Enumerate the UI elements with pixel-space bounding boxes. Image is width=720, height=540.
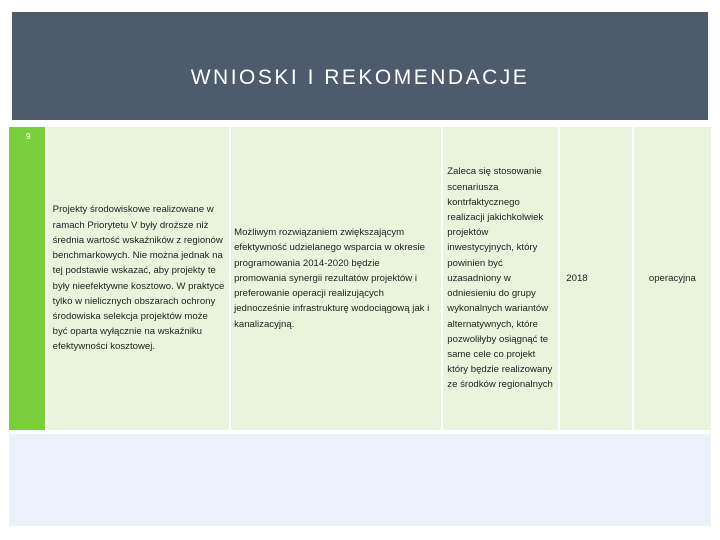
year-text: 2018 bbox=[566, 272, 588, 284]
finding-cell bbox=[47, 127, 229, 430]
conclusion-cell bbox=[231, 127, 441, 430]
type-text: operacyjna bbox=[648, 272, 696, 284]
row-number: 9 bbox=[26, 132, 31, 141]
finding-text: Projekty środowiskowe realizowane w ramach Priorytetu V były droższe niż średnia wartość wskaźników z regionów benchmarkowych. Nie można jednak na tej podstawie wskazać, aby projekty te były nieefektywne kosztowo. W praktyce tylko w nielicznych obszarach ochrony środowiska selekcja projektów może być oparta wyłącznie na wskaźniku efektywności kosztowej. bbox=[52, 204, 225, 353]
type-cell bbox=[634, 127, 711, 430]
year-cell bbox=[560, 127, 631, 430]
recommendations-table bbox=[9, 127, 711, 432]
recommendation-text: Zaleca się stosowanie scenariusza kontrfaktycznego realizacji jakichkolwiek projektów inwestycyjnych, który powinien być uzasadniony w odniesieniu do grupy wykonalnych wariantów alternatywnych, które pozwoliłyby osiągnąć te same cele co projekt który będzie realizowany ze środków regionalnych bbox=[447, 166, 553, 391]
slide-header bbox=[12, 12, 708, 120]
conclusion-text: Możliwym rozwiązaniem zwiększającym efektywność udzielanego wsparcia w okresie programowania 2014-2020 będzie promowania synergii rezultatów projektów i preferowanie operacji realizujących jednocześnie infrastrukturę wodociągową jak i kanalizacyjną. bbox=[234, 227, 430, 330]
recommendation-cell bbox=[443, 127, 558, 430]
row-number-cell bbox=[9, 127, 45, 430]
empty-table-row bbox=[9, 434, 711, 526]
slide-title: WNIOSKI I REKOMENDACJE bbox=[190, 66, 530, 89]
